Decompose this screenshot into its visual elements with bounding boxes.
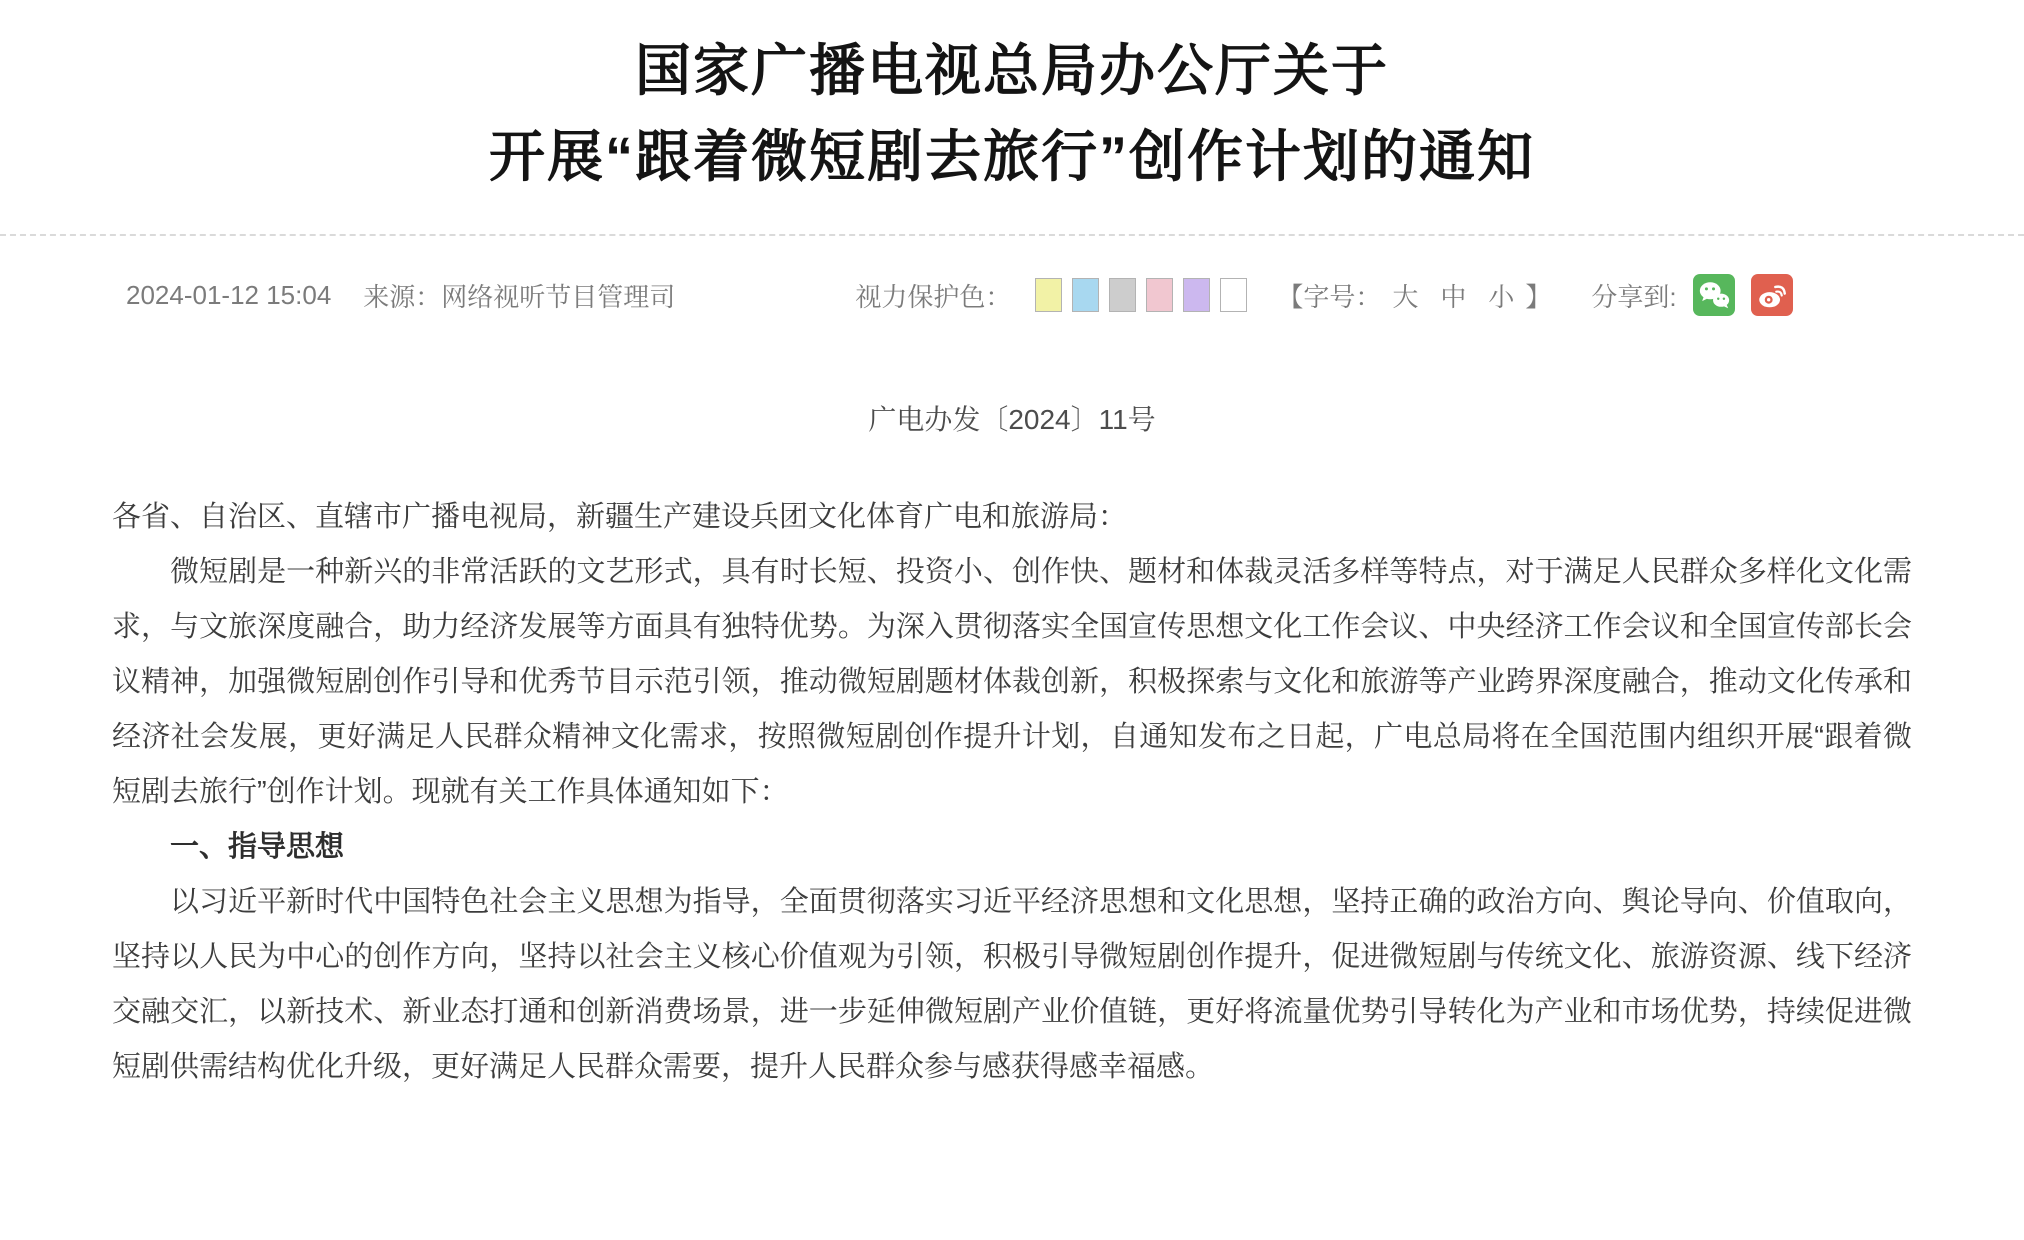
share-group bbox=[1591, 274, 1792, 316]
font-size-bracket-open: 【 bbox=[1277, 281, 1304, 312]
article-body bbox=[112, 490, 1912, 1095]
eye-protection-swatch-gray[interactable] bbox=[1109, 278, 1136, 312]
wechat-icon bbox=[1697, 278, 1731, 312]
article-title-block bbox=[0, 0, 2024, 200]
eye-protection-swatch-yellow[interactable] bbox=[1035, 278, 1062, 312]
share-wechat-button[interactable] bbox=[1693, 274, 1735, 316]
publish-date: 2024-01-12 15:04 bbox=[126, 279, 332, 310]
article-title-line2: 开展“跟着微短剧去旅行”创作计划的通知 bbox=[489, 125, 1535, 188]
section1-heading: 一、指导思想 bbox=[170, 831, 345, 863]
source-label: 来源：网络视听节目管理司 bbox=[363, 281, 676, 312]
eye-protection-label: 视力保护色： bbox=[855, 281, 1012, 312]
weibo-icon bbox=[1755, 278, 1789, 312]
eye-protection-swatch-pink[interactable] bbox=[1146, 278, 1173, 312]
eye-protection-swatch-white[interactable] bbox=[1220, 278, 1247, 312]
font-size-label: 字号： bbox=[1303, 281, 1382, 312]
share-weibo-button[interactable] bbox=[1751, 274, 1793, 316]
article-title-line1: 国家广播电视总局办公厅关于 bbox=[635, 39, 1389, 102]
font-size-medium-button[interactable]: 中 bbox=[1440, 281, 1467, 312]
eye-protection-swatch-lavender[interactable] bbox=[1183, 278, 1210, 312]
share-label: 分享到: bbox=[1591, 281, 1677, 312]
font-size-small-button[interactable]: 小 bbox=[1488, 281, 1515, 312]
font-size-bracket-close: 】 bbox=[1525, 281, 1552, 312]
article-meta-bar bbox=[112, 274, 1912, 316]
title-divider bbox=[0, 234, 2024, 236]
intro-paragraph: 微短剧是一种新兴的非常活跃的文艺形式，具有时长短、投资小、创作快、题材和体裁灵活多样等特点，对于满足人民群众多样化文化需求，与文旅深度融合，助力经济发展等方面具有独特优势。为深入贯彻落实全国宣传思想文化工作会议、中央经济工作会议和全国宣传部长会议精神，加强微短剧创作引导和优秀节目示范引领，推动微短剧题材体裁创新，积极探索与文化和旅游等产业跨界深度融合，推动文化传承和经济社会发展，更好满足人民群众精神文化需求，按照微短剧创作提升计划，自通知发布之日起，广电总局将在全国范围内组织开展“跟着微短剧去旅行”创作计划。现就有关工作具体通知如下： bbox=[112, 556, 1912, 808]
font-size-group bbox=[1277, 277, 1551, 314]
eye-protection-swatch-blue[interactable] bbox=[1072, 278, 1099, 312]
font-size-large-button[interactable]: 大 bbox=[1392, 281, 1419, 312]
eye-protection-group bbox=[855, 277, 1257, 314]
section1-paragraph: 以习近平新时代中国特色社会主义思想为指导，全面贯彻落实习近平经济思想和文化思想，坚持正确的政治方向、舆论导向、价值取向，坚持以人民为中心的创作方向，坚持以社会主义核心价值观为引领，积极引导微短剧创作提升，促进微短剧与传统文化、旅游资源、线下经济交融交汇，以新技术、新业态打通和创新消费场景，进一步延伸微短剧产业价值链，更好将流量优势引导转化为产业和市场优势，持续促进微短剧供需结构优化升级，更好满足人民群众需要，提升人民群众参与感获得感幸福感。 bbox=[112, 886, 1912, 1083]
eye-protection-swatches bbox=[1035, 278, 1257, 312]
document-number: 广电办发〔2024〕11号 bbox=[868, 404, 1156, 435]
salutation-line: 各省、自治区、直辖市广播电视局，新疆生产建设兵团文化体育广电和旅游局： bbox=[112, 501, 1128, 533]
